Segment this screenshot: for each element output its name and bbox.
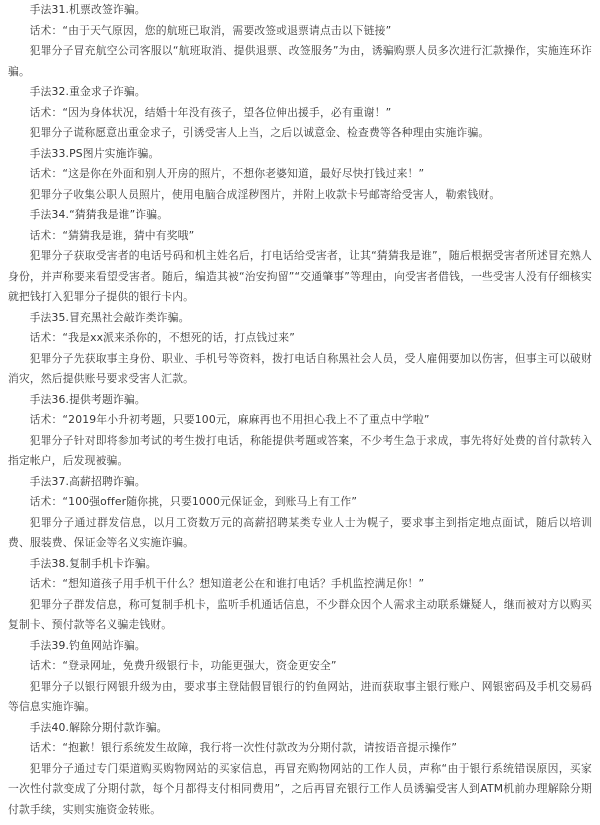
section-quote: 话术：“登录网址，免费升级银行卡，功能更强大，资金更安全” xyxy=(29,659,337,672)
section-quote: 话术：“2019年小升初考题，只要100元，麻麻再也不用担心我上不了重点中学啦” xyxy=(29,413,430,426)
section-title: 手法39.钓鱼网站诈骗。 xyxy=(29,638,146,652)
section-description: 犯罪分子针对即将参加考试的考生拨打电话，称能提供考题或答案，不少考生急于求成，事先将好处费的首付款转入指定帐户，后发现被骗。 xyxy=(8,433,592,467)
section-description: 犯罪分子获取受害者的电话号码和机主姓名后，打电话给受害者，让其“猜猜我是谁”，随后根据受害者所述冒充熟人身份，并声称要来看望受害者。随后，编造其被“治安拘留”“交通肇事”等理由，向受害者借钱，一些受害人没有仔细核实就把钱打入犯罪分子提供的银行卡内。 xyxy=(8,249,592,303)
section-title: 手法38.复制手机卡诈骗。 xyxy=(29,556,157,570)
section-quote: 话术：“想知道孩子用手机干什么？想知道老公在和谁打电话？手机监控满足你！” xyxy=(29,577,425,590)
section-description: 犯罪分子先获取事主身份、职业、手机号等资料，拨打电话自称黑社会人员，受人雇佣要加以伤害，但事主可以破财消灾，然后提供账号要求受害人汇款。 xyxy=(8,351,592,385)
section-title: 手法31.机票改签诈骗。 xyxy=(29,3,146,16)
section-title: 手法33.PS图片实施诈骗。 xyxy=(29,146,160,160)
section-32 xyxy=(8,82,592,144)
section-title: 手法36.提供考题诈骗。 xyxy=(29,392,146,406)
section-description: 犯罪分子通过群发信息，以月工资数万元的高薪招聘某类专业人士为幌子，要求事主到指定地点面试，随后以培训费、服装费、保证金等名义实施诈骗。 xyxy=(8,515,592,549)
section-description: 犯罪分子谎称愿意出重金求子，引诱受害人上当，之后以诚意金、检查费等各种理由实施诈骗。 xyxy=(29,126,490,139)
section-quote: 话术：“因为身体状况，结婚十年没有孩子，望各位伸出援手，必有重谢！” xyxy=(29,105,392,119)
section-description: 犯罪分子群发信息，称可复制手机卡，监听手机通话信息，不少群众因个人需求主动联系嫌疑人，继而被对方以购买复制卡、预付款等名义骗走钱财。 xyxy=(8,597,592,631)
section-title: 手法35.冒充黑社会敲诈类诈骗。 xyxy=(29,310,190,324)
section-quote: 话术：“抱歉！银行系统发生故障，我行将一次性付款改为分期付款，请按语音提示操作” xyxy=(29,741,458,754)
section-33 xyxy=(8,144,592,206)
section-description: 犯罪分子冒充航空公司客服以“航班取消、提供退票、改签服务”为由，诱骗购票人员多次进行汇款操作，实施连环诈骗。 xyxy=(8,44,592,78)
section-quote: 话术：“由于天气原因，您的航班已取消，需要改签或退票请点击以下链接” xyxy=(29,23,392,37)
section-36 xyxy=(8,390,592,472)
section-34 xyxy=(8,205,592,308)
section-description: 犯罪分子通过专门渠道购买购物网站的买家信息，再冒充购物网站的工作人员，声称“由于银行系统错误原因，买家一次性付款变成了分期付款，每个月都得支付相同费用”，之后再冒充银行工作人员诱骗受害人到ATM机前办理解除分期付款手续，实则实施资金转账。 xyxy=(8,761,592,816)
section-38 xyxy=(8,554,592,636)
section-title: 手法32.重金求子诈骗。 xyxy=(29,85,146,98)
section-35 xyxy=(8,308,592,390)
section-31 xyxy=(8,0,592,82)
section-quote: 话术：“我是xx派来杀你的，不想死的话，打点钱过来” xyxy=(29,331,295,344)
section-quote: 话术：“100强offer随你挑，只要1000元保证金，到账马上有工作” xyxy=(29,495,358,508)
section-39 xyxy=(8,636,592,718)
section-quote: 话术：“这是你在外面和别人开房的照片，不想你老婆知道，最好尽快打钱过来！” xyxy=(29,167,425,180)
section-40 xyxy=(8,718,592,821)
section-37 xyxy=(8,472,592,554)
section-quote: 话术：“猜猜我是谁，猜中有奖哦” xyxy=(29,228,195,242)
section-description: 犯罪分子收集公职人员照片，使用电脑合成淫秽图片，并附上收款卡号邮寄给受害人，勒索钱财。 xyxy=(29,187,501,201)
section-title: 手法40.解除分期付款诈骗。 xyxy=(29,720,168,734)
section-title: 手法37.高薪招聘诈骗。 xyxy=(29,474,146,488)
section-description: 犯罪分子以银行网银升级为由，要求事主登陆假冒银行的钓鱼网站，进而获取事主银行账户、网银密码及手机交易码等信息实施诈骗。 xyxy=(8,679,592,713)
section-title: 手法34.“猜猜我是谁”诈骗。 xyxy=(29,208,169,221)
